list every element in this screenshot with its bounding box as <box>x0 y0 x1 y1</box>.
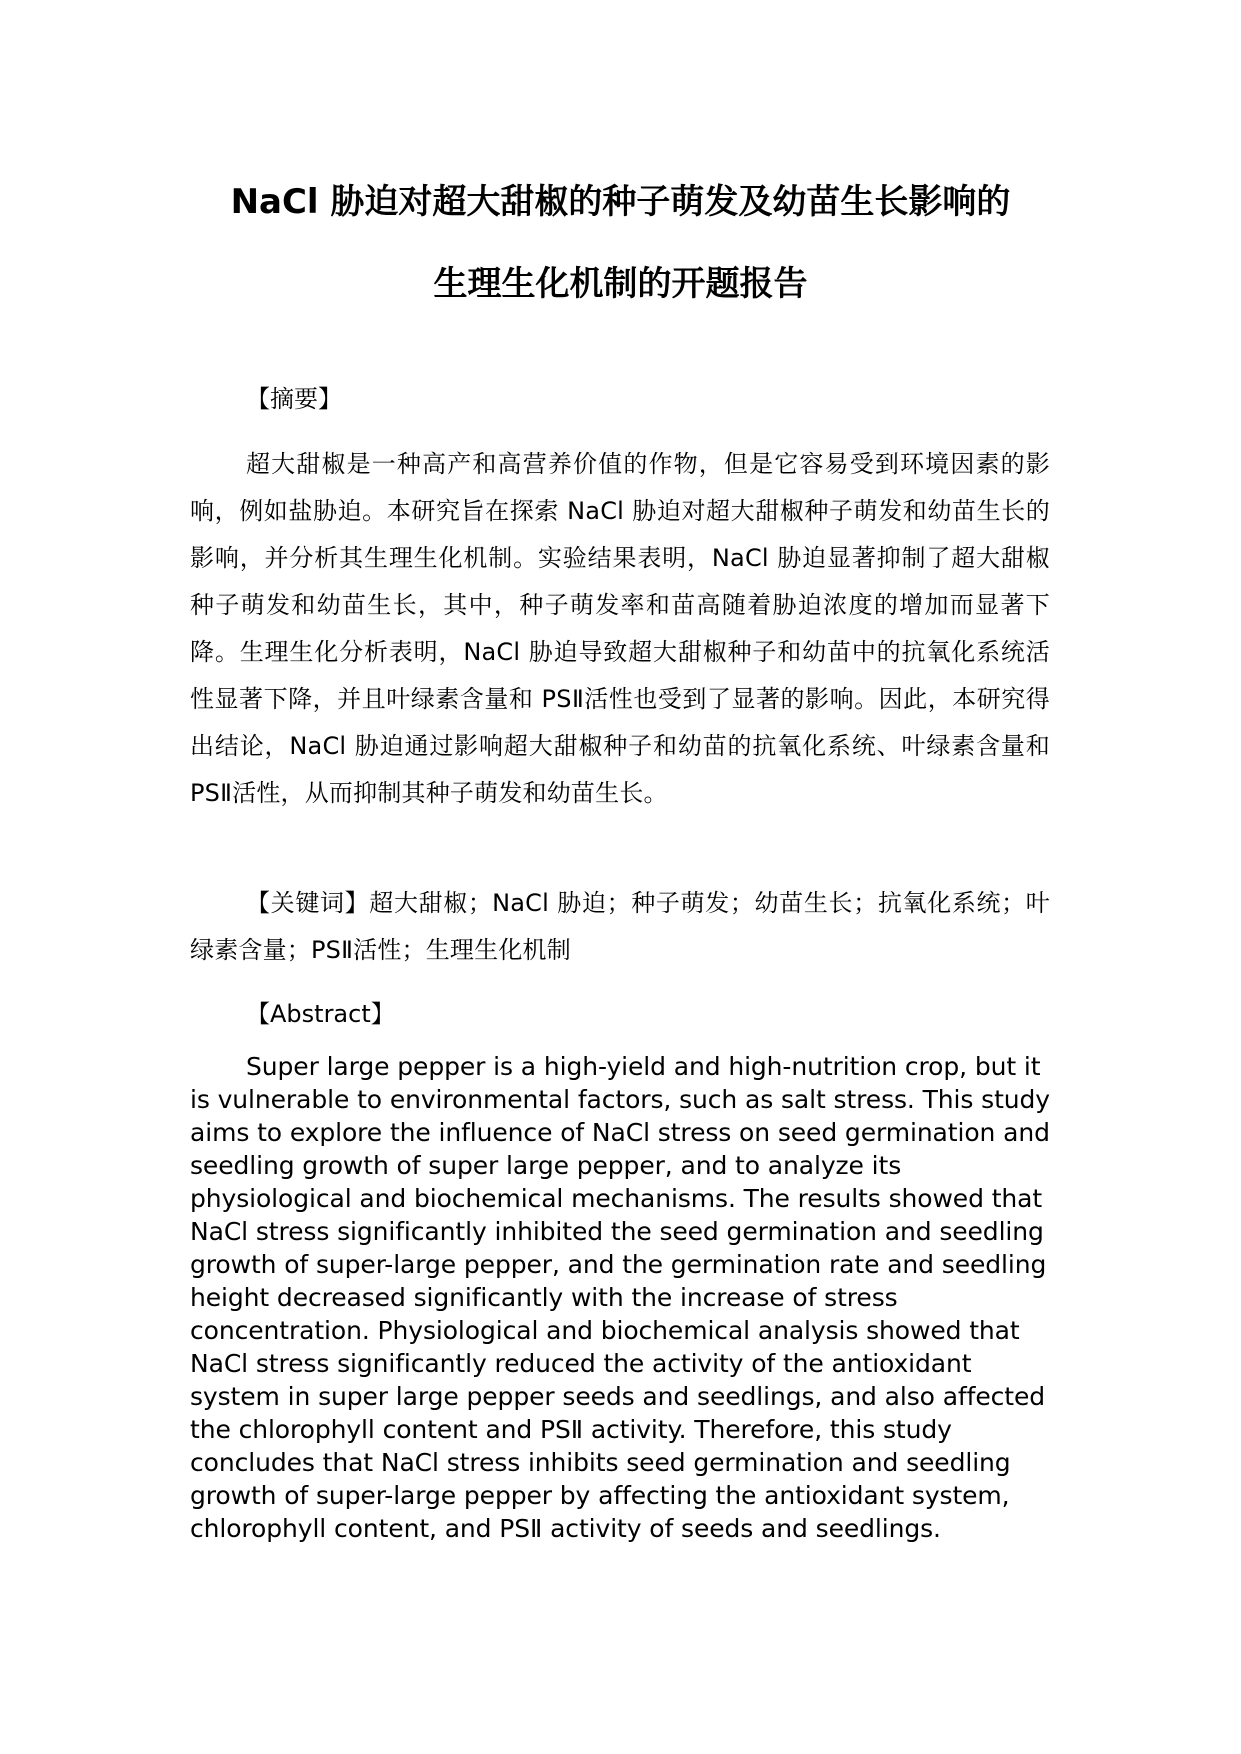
abstract-en-heading: 【Abstract】 <box>246 1000 395 1028</box>
document-title-line-2: 生理生化机制的开题报告 <box>433 264 808 304</box>
document-title-line-1: NaCl 胁迫对超大甜椒的种子萌发及幼苗生长影响的 <box>230 182 1011 222</box>
abstract-cn-heading: 【摘要】 <box>246 385 342 413</box>
abstract-cn-body: 超大甜椒是一种高产和高营养价值的作物，但是它容易受到环境因素的影响，例如盐胁迫。本研究旨在探索 NaCl 胁迫对超大甜椒种子萌发和幼苗生长的影响，并分析其生理生化机制。实验结果表明，NaCl 胁迫显著抑制了超大甜椒种子萌发和幼苗生长，其中，种子萌发率和苗高随着胁迫浓度的增加而显著下降。生理生化分析表明，NaCl 胁迫导致超大甜椒种子和幼苗中的抗氧化系统活性显著下降，并且叶绿素含量和 PSⅡ活性也受到了显著的影响。因此，本研究得出结论，NaCl 胁迫通过影响超大甜椒种子和幼苗的抗氧化系统、叶绿素含量和 PSⅡ活性，从而抑制其种子萌发和幼苗生长。 <box>190 450 1050 807</box>
abstract-en-body: Super large pepper is a high-yield and high-nutrition crop, but it is vulnerable to environmental factors, such as salt stress. This study aims to explore the influence of NaCl stress on seed germination and seedling growth of super large pepper, and to analyze its physiological and biochemical mechanisms. The results showed that NaCl stress significantly inhibited the seed germination and seedling growth of super-large pepper, and the germination rate and seedling height decreased significantly with the increase of stress concentration. Physiological and biochemical analysis showed that NaCl stress significantly reduced the activity of the antioxidant system in super large pepper seeds and seedlings, and also affected the chlorophyll content and PSⅡ activity. Therefore, this study concludes that NaCl stress inhibits seed germination and seedling growth of super-large pepper by affecting the antioxidant system, chlorophyll content, and PSⅡ activity of seeds and seedlings. <box>190 1052 1050 1543</box>
keywords-paragraph: 【关键词】超大甜椒；NaCl 胁迫；种子萌发；幼苗生长；抗氧化系统；叶绿素含量；PSⅡ活性；生理生化机制 <box>190 889 1050 964</box>
